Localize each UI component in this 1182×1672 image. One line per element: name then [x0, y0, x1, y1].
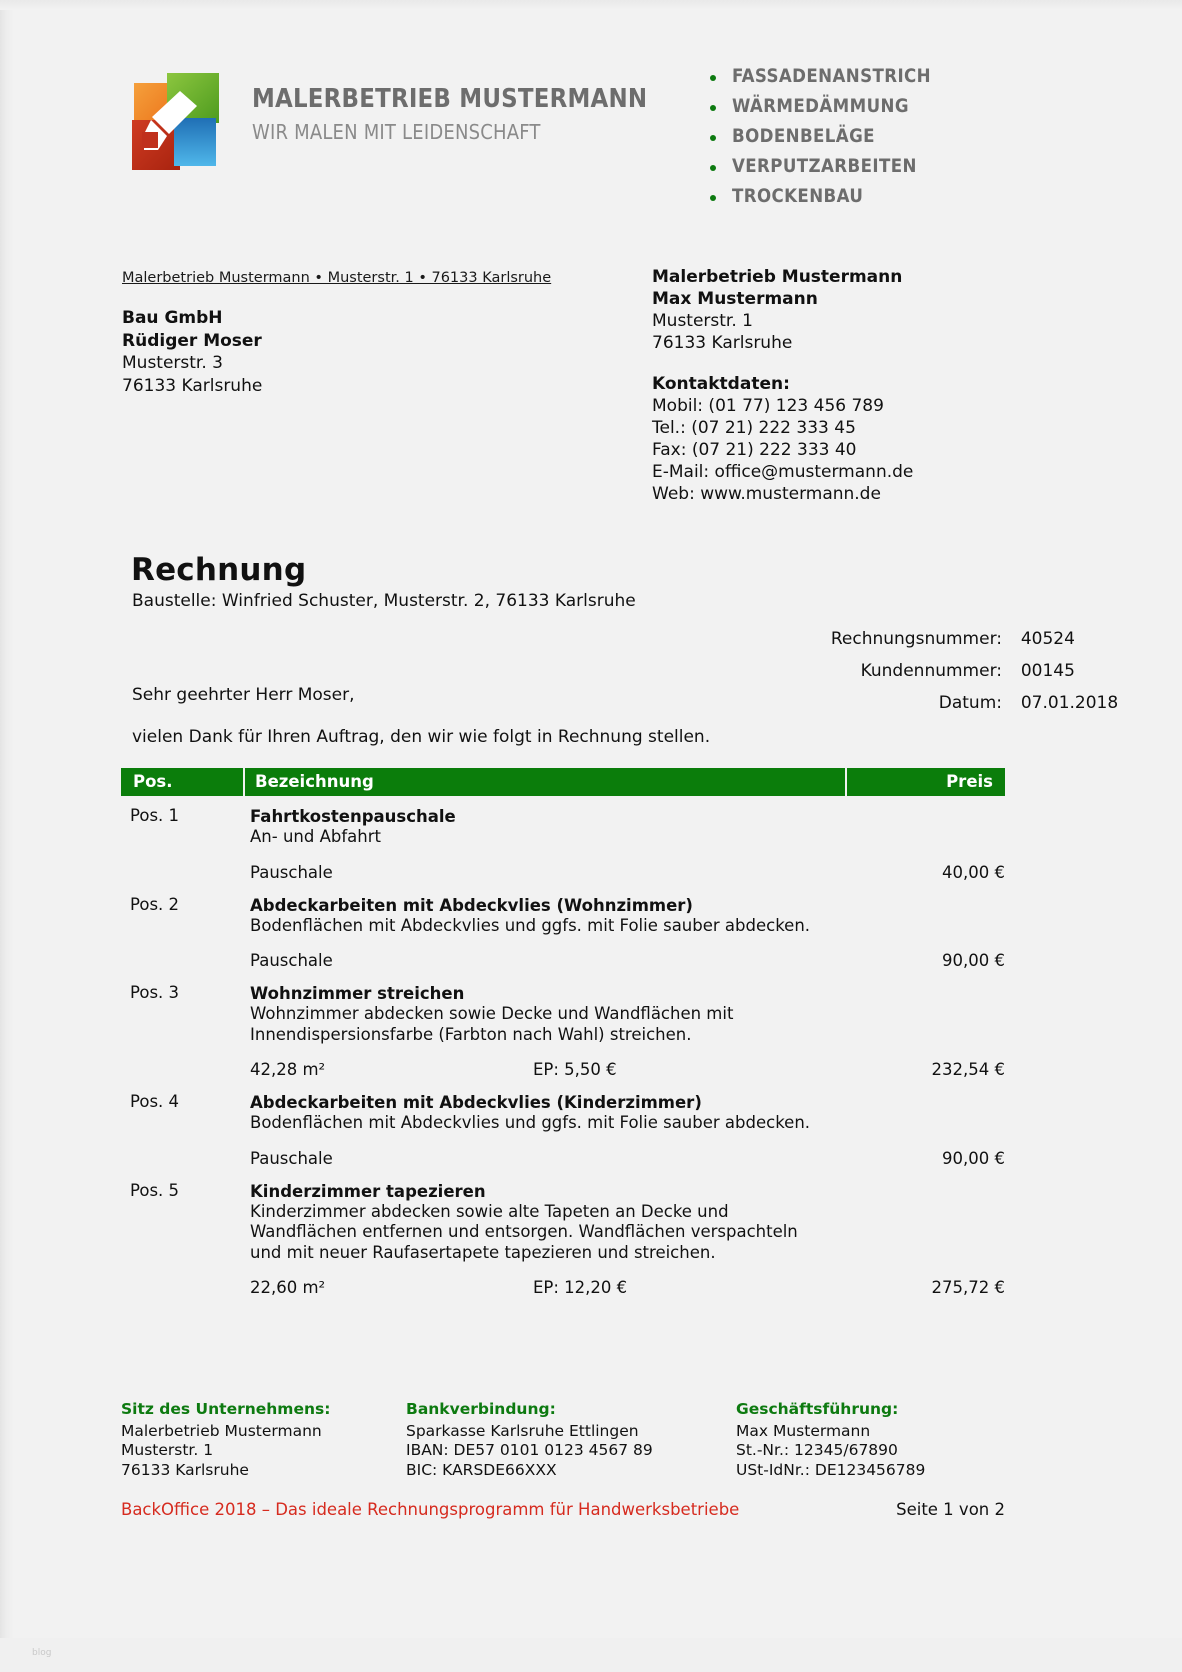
invoice-meta-block — [830, 618, 1119, 714]
footer-line: IBAN: DE57 0101 0123 4567 89 — [406, 1441, 653, 1459]
logo-company-name: MALERBETRIEB MUSTERMANN — [252, 84, 648, 114]
meta-row — [830, 618, 1075, 650]
footer-line: BIC: KARSDE66XXX — [406, 1460, 557, 1479]
footer-line: Malerbetrieb Mustermann — [121, 1421, 322, 1440]
column-header-bezeichnung: Bezeichnung — [255, 772, 374, 791]
footer-line: USt-IdNr.: DE123456789 — [736, 1460, 926, 1479]
table-header-row — [121, 768, 1005, 796]
footer-line: St.-Nr.: 12345/67890 — [736, 1441, 898, 1459]
meta-label: Datum: — [938, 693, 1002, 713]
row-description-line: Innendispersionsfarbe (Farbton nach Wahl) streichen. — [250, 1024, 692, 1044]
column-divider — [845, 768, 847, 796]
salutation: Sehr geehrter Herr Moser, — [132, 685, 355, 705]
intro-paragraph: vielen Dank für Ihren Auftrag, den wir wie folgt in Rechnung stellen. — [132, 727, 711, 747]
footer-columns — [121, 1400, 1005, 1496]
contact-heading: Kontaktdaten: — [652, 374, 790, 394]
services-list — [706, 66, 931, 216]
table-row — [121, 973, 1005, 1082]
row-quantity: Pauschale — [250, 862, 333, 882]
row-amount-line — [250, 1149, 1005, 1171]
contact-web: Web: www.mustermann.de — [652, 484, 881, 504]
row-body — [250, 1181, 1005, 1301]
return-address-line: Malerbetrieb Mustermann • Musterstr. 1 • 76133 Karlsruhe — [122, 270, 552, 286]
logo-text-block — [252, 84, 647, 144]
contact-fax: Fax: (07 21) 222 333 40 — [652, 440, 857, 460]
row-title: Fahrtkostenpauschale — [250, 807, 456, 826]
line-items-table — [121, 768, 1005, 1300]
row-body — [250, 983, 1005, 1082]
service-item — [706, 96, 931, 117]
row-position: Pos. 5 — [130, 1180, 180, 1200]
meta-value: 00145 — [1020, 661, 1075, 681]
row-description-line: und mit neuer Raufasertapete tapezieren und streichen. — [250, 1242, 716, 1262]
row-body — [250, 1092, 1005, 1171]
row-amount-line — [250, 951, 1005, 973]
footer-heading: Bankverbindung: — [406, 1400, 556, 1418]
contact-tel: Tel.: (07 21) 222 333 45 — [652, 418, 856, 438]
watermark-label: blog — [32, 1648, 52, 1658]
column-divider — [243, 768, 245, 796]
row-total-price: 40,00 € — [942, 862, 1005, 882]
contact-mobile: Mobil: (01 77) 123 456 789 — [652, 396, 884, 416]
meta-label: Rechnungsnummer: — [830, 629, 1002, 649]
footer-bank-column — [406, 1400, 653, 1480]
service-label: FASSADENANSTRICH — [732, 66, 931, 87]
bullet-icon — [710, 75, 716, 81]
row-unit-price: EP: 12,20 € — [533, 1278, 628, 1297]
page-footer — [121, 1400, 1005, 1524]
row-position: Pos. 1 — [130, 806, 180, 825]
row-position: Pos. 3 — [130, 983, 180, 1002]
sender-company: Malerbetrieb Mustermann — [652, 267, 903, 287]
row-description-line: Bodenflächen mit Abdeckvlies und ggfs. mit Folie sauber abdecken. — [250, 1113, 811, 1132]
row-position: Pos. 4 — [130, 1092, 180, 1111]
service-item — [706, 126, 931, 147]
row-quantity: Pauschale — [250, 951, 333, 970]
footer-heading: Geschäftsführung: — [736, 1400, 899, 1418]
row-amount-line — [250, 1060, 1005, 1082]
service-label: VERPUTZARBEITEN — [732, 156, 917, 177]
sender-city: 76133 Karlsruhe — [652, 333, 793, 353]
row-title: Kinderzimmer tapezieren — [250, 1181, 486, 1201]
row-title: Wohnzimmer streichen — [250, 984, 465, 1003]
row-body — [250, 806, 1005, 885]
meta-label: Kundennummer: — [860, 661, 1002, 681]
row-quantity: Pauschale — [250, 1148, 333, 1168]
row-title: Abdeckarbeiten mit Abdeckvlies (Wohnzimmer) — [250, 895, 693, 915]
recipient-person: Rüdiger Moser — [122, 330, 262, 351]
row-quantity: 22,60 m² — [250, 1278, 326, 1297]
bullet-icon — [710, 165, 716, 171]
page-edge-shadow-top — [0, 0, 1182, 10]
row-body — [250, 895, 1005, 974]
service-item — [706, 186, 931, 207]
row-total-price: 275,72 € — [931, 1278, 1005, 1297]
row-description-line: Wandflächen entfernen und entsorgen. Wandflächen verspachteln — [250, 1222, 798, 1241]
meta-value: 07.01.2018 — [1020, 693, 1119, 713]
logo-slogan: WIR MALEN MIT LEIDENSCHAFT — [252, 120, 541, 144]
contact-email: E-Mail: office@mustermann.de — [652, 462, 914, 482]
footer-line: 76133 Karlsruhe — [121, 1460, 249, 1479]
paint-roller-logo-icon — [122, 68, 232, 178]
meta-row — [831, 682, 1119, 714]
footer-heading: Sitz des Unternehmens: — [121, 1400, 331, 1418]
footer-bottom-line — [121, 1500, 1005, 1524]
table-row — [121, 1171, 1005, 1301]
backoffice-promo-text: BackOffice 2018 – Das ideale Rechnungsprogramm für Handwerksbetriebe — [121, 1500, 740, 1519]
recipient-company: Bau GmbH — [122, 308, 223, 328]
page-title: Rechnung — [131, 552, 307, 588]
row-total-price: 90,00 € — [942, 951, 1005, 970]
meta-row — [831, 650, 1075, 682]
recipient-street: Musterstr. 3 — [122, 353, 223, 373]
row-description-line: Bodenflächen mit Abdeckvlies und ggfs. mit Folie sauber abdecken. — [250, 915, 811, 935]
service-item — [706, 66, 931, 87]
page-edge-shadow-left — [0, 0, 14, 1672]
recipient-city: 76133 Karlsruhe — [122, 375, 263, 396]
sender-street: Musterstr. 1 — [652, 311, 753, 331]
bullet-icon — [710, 105, 716, 111]
column-header-pos: Pos. — [133, 772, 173, 791]
row-total-price: 232,54 € — [931, 1060, 1005, 1079]
service-label: WÄRMEDÄMMUNG — [732, 96, 909, 117]
row-description-line: Wohnzimmer abdecken sowie Decke und Wandflächen mit — [250, 1004, 734, 1023]
footer-management-column — [736, 1400, 925, 1480]
row-amount-line — [250, 1278, 1005, 1300]
page-edge-bottom — [0, 1638, 1182, 1672]
bullet-icon — [710, 195, 716, 201]
row-unit-price: EP: 5,50 € — [533, 1060, 617, 1079]
jobsite-line: Baustelle: Winfried Schuster, Musterstr. 2, 76133 Karlsruhe — [132, 591, 636, 611]
footer-line: Sparkasse Karlsruhe Ettlingen — [406, 1421, 639, 1440]
footer-company-column — [121, 1400, 330, 1480]
row-description-line: Kinderzimmer abdecken sowie alte Tapeten an Decke und — [250, 1201, 729, 1221]
column-header-preis: Preis — [946, 772, 993, 791]
row-amount-line — [250, 863, 1005, 885]
row-quantity: 42,28 m² — [250, 1060, 326, 1079]
service-item — [706, 156, 931, 177]
service-label: BODENBELÄGE — [732, 126, 875, 147]
company-logo — [122, 68, 648, 180]
table-row — [121, 1082, 1005, 1171]
recipient-address-block — [122, 307, 262, 397]
footer-line: Musterstr. 1 — [121, 1441, 214, 1459]
row-position: Pos. 2 — [130, 894, 180, 914]
page-number: Seite 1 von 2 — [896, 1500, 1005, 1519]
row-description-line: An- und Abfahrt — [250, 827, 381, 846]
meta-value: 40524 — [1020, 629, 1075, 649]
row-total-price: 90,00 € — [942, 1148, 1005, 1168]
table-row — [121, 885, 1005, 974]
row-title: Abdeckarbeiten mit Abdeckvlies (Kinderzimmer) — [250, 1093, 702, 1112]
sender-contact-block — [652, 266, 913, 505]
sender-person: Max Mustermann — [652, 289, 818, 309]
table-row — [121, 796, 1005, 885]
service-label: TROCKENBAU — [732, 186, 864, 207]
footer-line: Max Mustermann — [736, 1421, 871, 1440]
bullet-icon — [710, 135, 716, 141]
